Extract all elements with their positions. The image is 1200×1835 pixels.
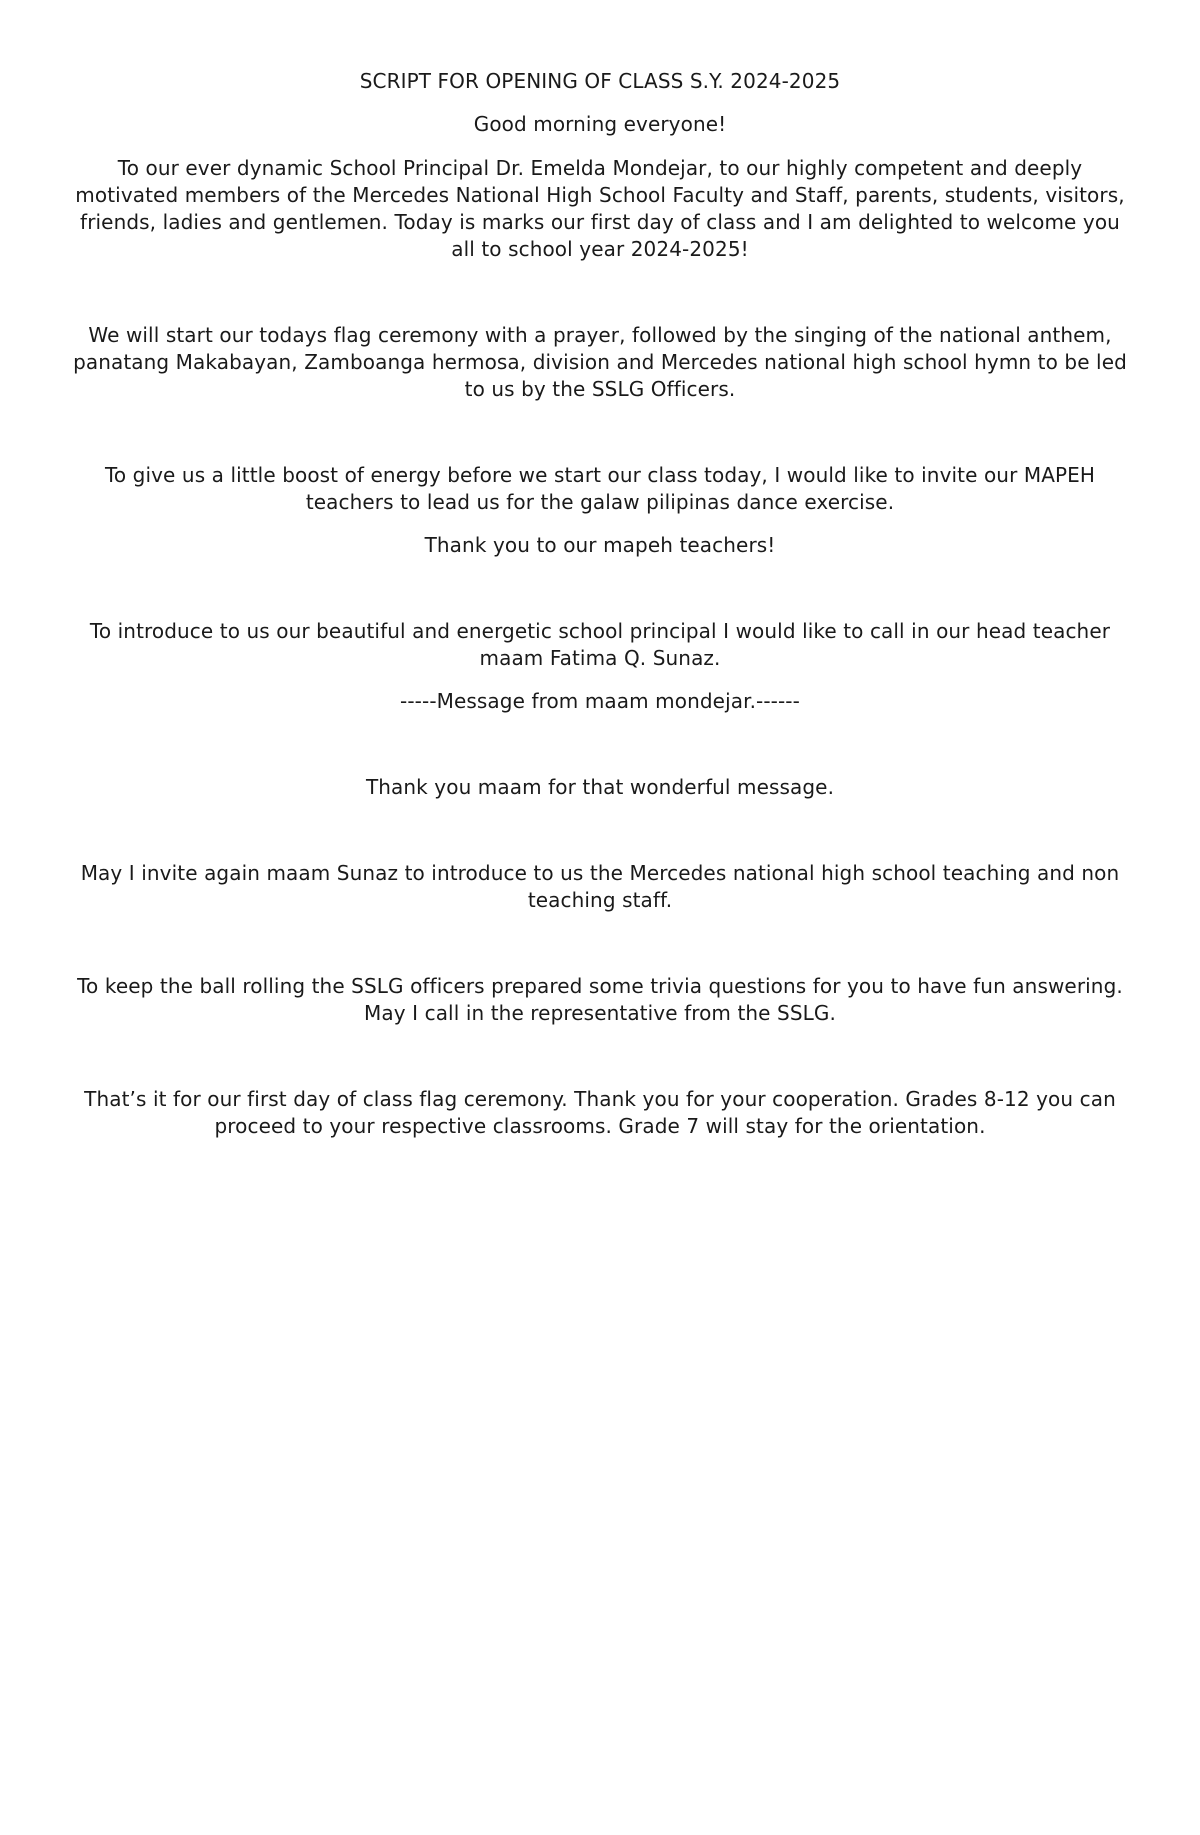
paragraph-exercise: To give us a little boost of energy before we start our class today, I would like to invite our MAPEH teachers to lead us for the galaw pilipinas dance exercise.	[104, 463, 1096, 514]
paragraph-trivia: To keep the ball rolling the SSLG officers prepared some trivia questions for you to have fun answering. May I call in the representative from the SSLG.	[77, 974, 1123, 1025]
paragraph-thanks-message: Thank you maam for that wonderful message.	[365, 775, 835, 799]
paragraph-thanks-mapeh: Thank you to our mapeh teachers!	[424, 533, 776, 557]
script-body	[70, 68, 1130, 1140]
paragraph-flag-ceremony: We will start our todays flag ceremony with a prayer, followed by the singing of the national anthem, panatang Makabayan, Zamboanga hermosa, division and Mercedes national high school hymn to be led to us by the SSLG Officers.	[73, 323, 1127, 401]
paragraph-closing: That’s it for our first day of class flag ceremony. Thank you for your cooperation. Grades 8-12 you can proceed to your respective classrooms. Grade 7 will stay for the orientation.	[84, 1087, 1116, 1138]
paragraph-welcome: To our ever dynamic School Principal Dr. Emelda Mondejar, to our highly competent and deeply motivated members of the Mercedes National High School Faculty and Staff, parents, students, visitors, friends, ladies and gentlemen. Today is marks our first day of class and I am delighted to welcome you all to school year 2024-2025!	[75, 156, 1125, 261]
document-title: SCRIPT FOR OPENING OF CLASS S.Y. 2024-2025	[359, 69, 841, 93]
greeting: Good morning everyone!	[473, 112, 727, 136]
paragraph-introduce-staff: May I invite again maam Sunaz to introduce to us the Mercedes national high school teaching and non teaching staff.	[80, 861, 1120, 912]
paragraph-introduce-principal: To introduce to us our beautiful and energetic school principal I would like to call in our head teacher maam Fatima Q. Sunaz.	[89, 619, 1111, 670]
message-marker: -----Message from maam mondejar.------	[400, 689, 800, 713]
